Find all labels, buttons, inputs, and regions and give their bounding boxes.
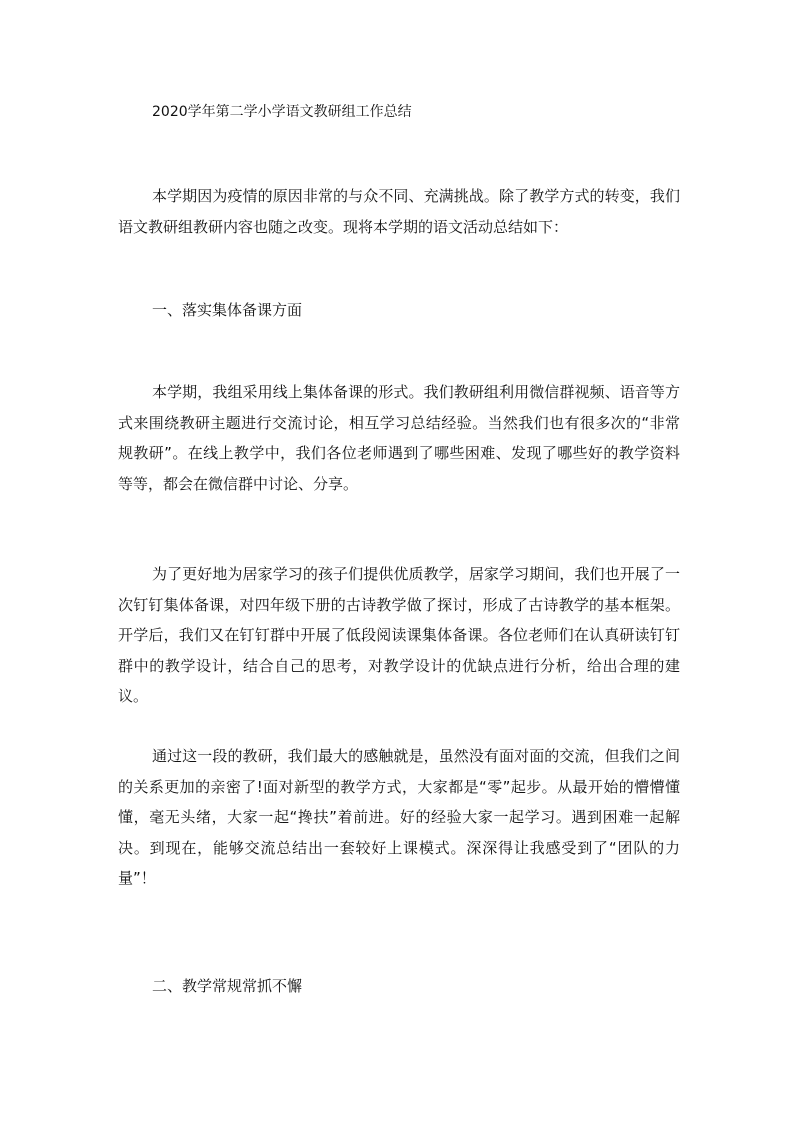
paragraph-team-reflection: 通过这一段的教研，我们最大的感触就是，虽然没有面对面的交流，但我们之间的关系更加的亲密了!面对新型的教学方式，大家都是“零”起步。从最开始的懵懵懂懂，毫无头绪，大家一起“搀扶”着前进。好的经验大家一起学习。遇到困难一起解决。到现在，能够交流总结出一套较好上课模式。深深得让我感受到了“团队的力量”！ (118, 747, 680, 887)
document-title: 2020学年第二学小学语文教研组工作总结 (152, 104, 412, 120)
section-heading-teaching-routine: 二、教学常规常抓不懈 (152, 977, 303, 995)
section-heading-collective-lesson-prep: 一、落实集体备课方面 (152, 301, 303, 319)
paragraph-dingtalk-lesson-prep: 为了更好地为居家学习的孩子们提供优质教学，居家学习期间，我们也开展了一次钉钉集体备课，对四年级下册的古诗教学做了探讨，形成了古诗教学的基本框架。开学后，我们又在钉钉群中开展了低段阅读课集体备课。各位老师们在认真研读钉钉群中的教学设计，结合自己的思考，对教学设计的优缺点进行分析，给出合理的建议。 (118, 565, 680, 705)
paragraph-online-lesson-prep: 本学期，我组采用线上集体备课的形式。我们教研组利用微信群视频、语音等方式来围绕教研主题进行交流讨论，相互学习总结经验。当然我们也有很多次的“非常规教研”。在线上教学中，我们各位老师遇到了哪些困难、发现了哪些好的教学资料等等，都会在微信群中讨论、分享。 (118, 383, 680, 493)
intro-paragraph: 本学期因为疫情的原因非常的与众不同、充满挑战。除了教学方式的转变，我们语文教研组教研内容也随之改变。现将本学期的语文活动总结如下： (118, 187, 680, 236)
